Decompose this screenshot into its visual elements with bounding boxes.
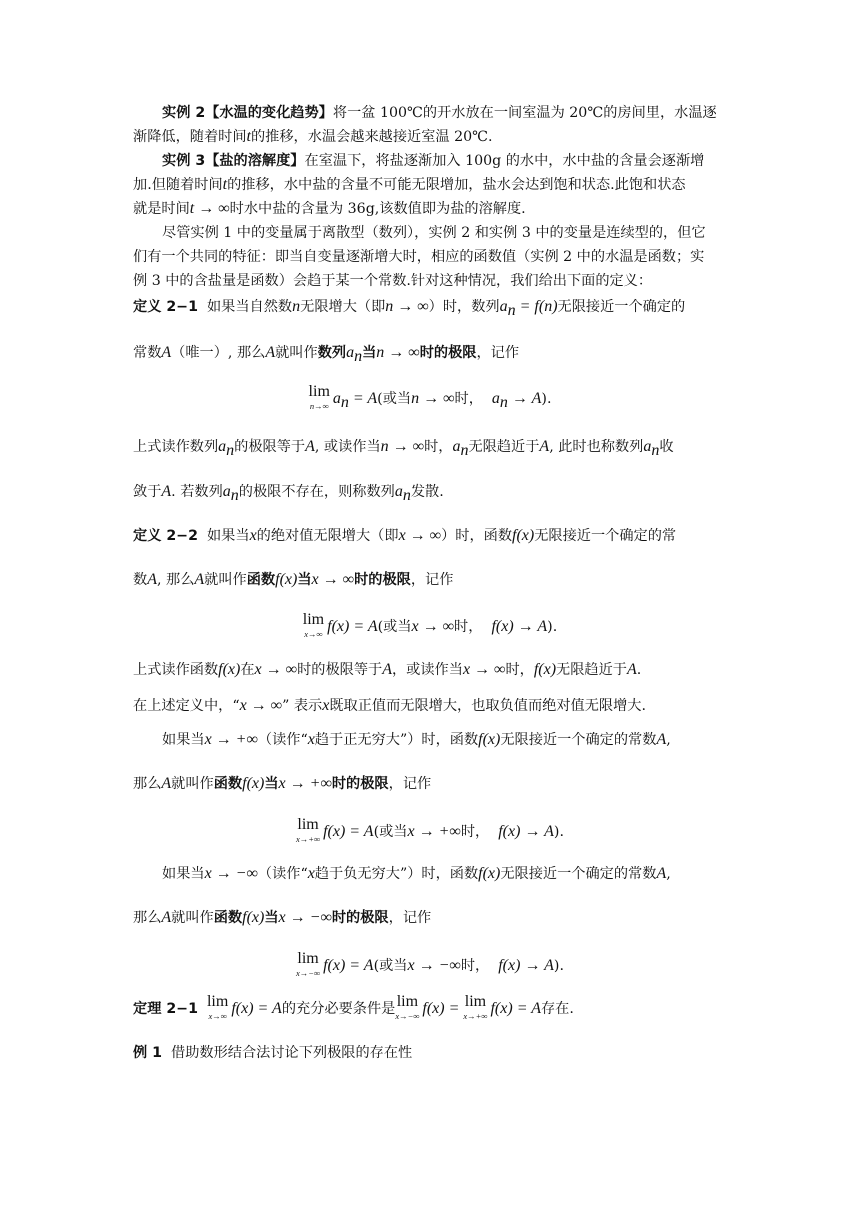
definition-2-1-remark2 xyxy=(133,482,444,507)
example-1-label: 例 1 xyxy=(133,1045,162,1061)
formula: f(x) xyxy=(231,1000,254,1017)
text: 的绝对值无限增大（即 xyxy=(256,528,399,544)
minus-infinity-line2 xyxy=(133,908,431,928)
formula: f(x) xyxy=(323,957,346,974)
text: 无限趋近于 xyxy=(556,662,627,678)
formula: x → +∞ xyxy=(407,823,461,840)
text: (或当 xyxy=(373,958,408,974)
text: （读作“ xyxy=(257,866,308,882)
formula: = A xyxy=(345,957,374,974)
lim: lim xyxy=(297,950,319,967)
text: 无限接近一个确定的常数 xyxy=(500,732,657,748)
formula: f(x) xyxy=(533,661,557,678)
lim: lim xyxy=(302,611,325,628)
text: 时水中盐的含量为 36g,该数值即为盐的溶解度. xyxy=(229,201,526,217)
definition-2-2-line2 xyxy=(133,570,453,590)
var-A: A xyxy=(656,865,667,882)
var-x: x xyxy=(322,697,330,714)
text: 收 xyxy=(659,439,674,455)
var-A: A xyxy=(305,438,315,455)
formula: f(x) xyxy=(422,1000,445,1017)
definition-2-2-line1 xyxy=(133,526,676,546)
text: 的极限等于 xyxy=(234,439,306,455)
var-t: t xyxy=(246,128,251,145)
formula: f(x) xyxy=(327,618,350,635)
text: 时， xyxy=(460,958,490,974)
var-a: a xyxy=(499,298,508,315)
formula: f(x) xyxy=(498,823,521,840)
lim-subscript: x→∞ xyxy=(304,629,323,639)
text: ). xyxy=(547,619,558,635)
summary-line2: 们有一个共同的特征：即当自变量逐渐增大时，相应的函数值（实例 2 中的水温是函数；实 xyxy=(133,249,705,265)
sub-n: n xyxy=(340,393,349,411)
definition-2-2-formula xyxy=(0,613,860,641)
plus-infinity-line2 xyxy=(133,774,431,794)
limit-operator xyxy=(309,385,330,413)
var-A: A xyxy=(539,438,550,455)
text: 就叫作 xyxy=(171,776,214,792)
lim-subscript: x→+∞ xyxy=(296,834,321,844)
var-a: a xyxy=(218,438,227,455)
text: 常数 xyxy=(133,345,162,361)
plus-infinity-line1 xyxy=(162,730,671,750)
sub-n: n xyxy=(230,486,239,504)
text: 无限接近一个确定的 xyxy=(557,299,686,315)
lim-subscript: x→∞ xyxy=(208,1011,227,1021)
formula: = f(n) xyxy=(515,298,558,315)
var-a: a xyxy=(394,483,403,500)
text: 时的极限 xyxy=(419,345,477,361)
definition-2-1-line1 xyxy=(133,297,685,322)
formula: x → ∞ xyxy=(311,571,355,588)
text: ）时，函数 xyxy=(441,528,513,544)
text: 数列 xyxy=(317,345,347,361)
lim: lim xyxy=(464,993,487,1010)
formula: f(x) xyxy=(491,618,514,635)
text: 发散. xyxy=(410,484,444,500)
text: 上式读作数列 xyxy=(133,439,219,455)
text: 在上述定义中，“ xyxy=(133,698,240,714)
text: ，或读作当 xyxy=(391,662,463,678)
sub-n: n xyxy=(226,441,235,459)
example-3-line2 xyxy=(133,175,686,195)
text: ，记作 xyxy=(476,345,520,361)
sub-n: n xyxy=(499,393,508,411)
formula: n → ∞ xyxy=(411,390,455,407)
text: 无限接近一个确定的常数 xyxy=(500,866,657,882)
formula: = xyxy=(444,1000,464,1017)
sub-n: n xyxy=(507,301,516,319)
example-2-text: 将一盆 100℃的开水放在一间室温为 20℃的房间里，水温逐 xyxy=(332,105,717,121)
text: (或当 xyxy=(377,619,412,635)
limit-operator xyxy=(303,613,324,641)
text: ). xyxy=(553,958,564,974)
formula: x → ∞ xyxy=(398,527,442,544)
text: 函数 xyxy=(246,572,276,588)
text: 无限增大（即 xyxy=(300,299,386,315)
example-3-line1 xyxy=(162,151,704,171)
var-A: A xyxy=(656,731,667,748)
lim: lim xyxy=(396,993,419,1010)
formula: f(x) xyxy=(512,527,535,544)
var-a: a xyxy=(491,390,500,407)
formula: → A xyxy=(520,823,554,840)
var-A: A xyxy=(161,909,172,926)
text: 那么 xyxy=(133,776,162,792)
example-3-line3 xyxy=(133,199,526,219)
var-A: A xyxy=(161,483,172,500)
sub-n: n xyxy=(651,441,660,459)
formula: x → ∞ xyxy=(254,661,298,678)
lim: lim xyxy=(206,993,229,1010)
limit-operator xyxy=(207,995,228,1023)
example-2-line2 xyxy=(133,127,493,147)
var-A: A xyxy=(382,661,392,678)
text: 时， xyxy=(454,391,483,407)
text: 函数 xyxy=(213,776,243,792)
text: ，记作 xyxy=(388,776,432,792)
text: ，记作 xyxy=(388,910,432,926)
example-2-line1 xyxy=(162,103,717,123)
formula: x → −∞ xyxy=(204,865,258,882)
text: 就叫作 xyxy=(171,910,214,926)
text: , 或读作当 xyxy=(314,439,381,455)
text: 时， xyxy=(505,662,534,678)
text: 当 xyxy=(362,345,377,361)
text: , 那么 xyxy=(156,572,195,588)
formula: f(x) xyxy=(490,1000,513,1017)
text: 就是时间 xyxy=(133,201,190,217)
var-x: x xyxy=(249,527,257,544)
text: 如果当 xyxy=(162,866,205,882)
text: 渐降低，随着时间 xyxy=(133,129,247,145)
formula: x → ∞ xyxy=(462,661,506,678)
var-A: A xyxy=(194,571,205,588)
formula: = A xyxy=(512,1000,541,1017)
formula: → A xyxy=(513,618,548,635)
text: 时的极限等于 xyxy=(297,662,383,678)
text: 的极限不存在，则称数列 xyxy=(238,484,395,500)
text: 如果当 xyxy=(162,732,205,748)
text: 时的极限 xyxy=(331,910,389,926)
formula: = A xyxy=(253,1000,282,1017)
text: 就叫作 xyxy=(275,345,318,361)
var-A: A xyxy=(161,775,172,792)
definition-2-1-label: 定义 2−1 xyxy=(133,299,198,315)
formula: = A xyxy=(345,823,374,840)
definition-2-2-label: 定义 2−2 xyxy=(133,528,198,544)
var-A: A xyxy=(627,661,637,678)
var-A: A xyxy=(147,571,157,588)
formula: f(x) xyxy=(242,909,265,926)
text: 当 xyxy=(264,776,279,792)
text: , 此时也称数列 xyxy=(549,439,644,455)
definition-2-1-formula xyxy=(0,385,860,414)
text: . 若数列 xyxy=(171,484,223,500)
text: 时的极限 xyxy=(331,776,389,792)
lim-subscript: x→+∞ xyxy=(463,1011,488,1021)
text: 当 xyxy=(264,910,279,926)
minus-infinity-formula xyxy=(0,952,860,980)
text: 存在. xyxy=(540,1001,574,1017)
text: （读作“ xyxy=(257,732,308,748)
formula: = A xyxy=(349,618,378,635)
formula: x → +∞ xyxy=(278,775,332,792)
lim-subscript: x→−∞ xyxy=(395,1011,420,1021)
text: 既取正值而无限增大，也取负值而绝对值无限增大. xyxy=(329,698,646,714)
formula: → A xyxy=(507,390,542,407)
formula: f(x) xyxy=(275,571,298,588)
text: 在 xyxy=(240,662,255,678)
limit-operator xyxy=(463,995,487,1023)
text: 无限趋近于 xyxy=(468,439,540,455)
formula: f(x) xyxy=(218,661,241,678)
text: 趋于负无穷大”）时，函数 xyxy=(314,866,479,882)
summary-line3: 例 3 中的含盐量是函数）会趋于某一个常数.针对这种情况，我们给出下面的定义： xyxy=(133,273,653,289)
text: 趋于正无穷大”）时，函数 xyxy=(314,732,479,748)
text: ” 表示 xyxy=(282,698,323,714)
comma: , xyxy=(666,866,671,882)
theorem-2-1 xyxy=(133,995,574,1023)
sub-n: n xyxy=(402,486,411,504)
text: 加.但随着时间 xyxy=(133,177,223,193)
formula: x → +∞ xyxy=(204,731,258,748)
text: 的推移，水中盐的含量不可能无限增加，盐水会达到饱和状态.此饱和状态 xyxy=(227,177,686,193)
example-3-label: 实例 3【盐的溶解度】 xyxy=(162,153,305,169)
minus-infinity-line1 xyxy=(162,864,671,884)
lim: lim xyxy=(297,816,319,833)
var-x: x xyxy=(307,731,315,748)
definition-2-1-remark1 xyxy=(133,437,674,462)
text: 时， xyxy=(460,824,490,840)
text: 如果当自然数 xyxy=(206,299,293,315)
theorem-2-1-label: 定理 2−1 xyxy=(133,1001,198,1017)
text: 在室温下，将盐逐渐加入 100g 的水中，水中盐的含量会逐渐增 xyxy=(304,153,705,169)
limit-operator xyxy=(395,995,419,1023)
var-n: n xyxy=(292,298,301,315)
var-a: a xyxy=(332,390,341,407)
comma: , xyxy=(666,732,671,748)
formula: n → ∞ xyxy=(376,344,420,361)
text: ). xyxy=(541,391,552,407)
formula: f(x) xyxy=(498,957,521,974)
var-a: a xyxy=(222,483,231,500)
formula: t → ∞ xyxy=(189,200,230,217)
text: 就叫作 xyxy=(204,572,247,588)
limit-operator xyxy=(296,818,320,846)
text: 的推移，水温会越来越接近室温 20℃. xyxy=(250,129,493,145)
text: (或当 xyxy=(377,391,412,407)
example-2-label: 实例 2【水温的变化趋势】 xyxy=(162,105,333,121)
period: . xyxy=(636,662,642,678)
text: 函数 xyxy=(213,910,243,926)
var-A: A xyxy=(161,344,172,361)
text: 时， xyxy=(424,439,453,455)
formula: n → ∞ xyxy=(380,438,425,455)
formula: n → ∞ xyxy=(385,298,429,315)
text: 敛于 xyxy=(133,484,162,500)
formula: x → −∞ xyxy=(278,909,332,926)
limit-operator xyxy=(296,952,320,980)
text: (或当 xyxy=(373,824,408,840)
var-a: a xyxy=(643,438,652,455)
formula: x → −∞ xyxy=(407,957,461,974)
definition-2-2-remark1 xyxy=(133,660,641,680)
text: 时的极限 xyxy=(354,572,411,588)
formula: x → ∞ xyxy=(411,618,455,635)
definition-2-2-remark2 xyxy=(133,696,646,716)
text: 数 xyxy=(133,572,148,588)
text: （唯一）, 那么 xyxy=(171,345,266,361)
text: 如果当 xyxy=(206,528,250,544)
text: 上式读作函数 xyxy=(133,662,219,678)
sub-n: n xyxy=(354,347,363,365)
summary-line1: 尽管实例 1 中的变量属于离散型（数列），实例 2 和实例 3 中的变量是连续型的，但它 xyxy=(162,225,706,241)
text: ，记作 xyxy=(410,572,454,588)
text: ）时，数列 xyxy=(428,299,500,315)
lim-subscript: x→−∞ xyxy=(296,968,321,978)
sub-n: n xyxy=(460,441,469,459)
text: ). xyxy=(553,824,564,840)
formula: f(x) xyxy=(323,823,346,840)
formula: f(x) xyxy=(242,775,265,792)
var-t: t xyxy=(222,176,228,193)
formula: x → ∞ xyxy=(239,697,283,714)
formula: f(x) xyxy=(478,731,501,748)
var-a: a xyxy=(452,438,461,455)
text: 当 xyxy=(297,572,312,588)
var-a: a xyxy=(346,344,355,361)
formula: = A xyxy=(348,390,378,407)
var-A: A xyxy=(265,344,276,361)
formula: → A xyxy=(520,957,554,974)
lim: lim xyxy=(308,383,330,400)
plus-infinity-formula xyxy=(0,818,860,846)
text: 时， xyxy=(454,619,483,635)
definition-2-1-line2 xyxy=(133,343,519,368)
var-x: x xyxy=(307,865,315,882)
formula: f(x) xyxy=(478,865,501,882)
example-1 xyxy=(133,1043,412,1063)
lim-subscript: n→∞ xyxy=(309,401,329,411)
text: 无限接近一个确定的常 xyxy=(534,528,677,544)
example-1-text: 借助数形结合法讨论下列极限的存在性 xyxy=(171,1045,413,1061)
text: 的充分必要条件是 xyxy=(281,1001,396,1017)
text: 那么 xyxy=(133,910,162,926)
